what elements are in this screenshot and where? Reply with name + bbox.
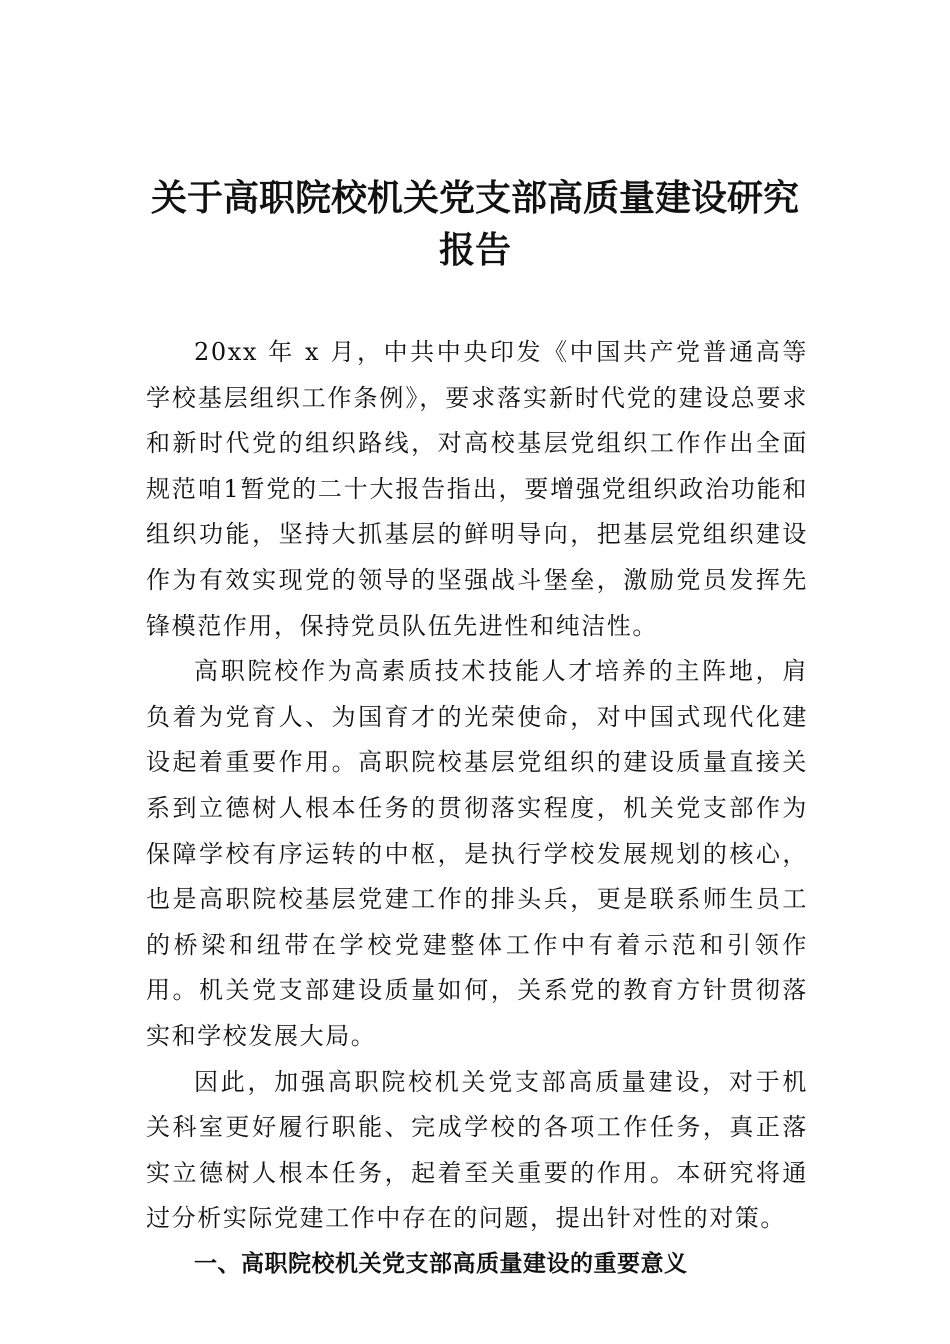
document-body	[146, 330, 808, 1287]
paragraph-3: 因此，加强高职院校机关党支部高质量建设，对于机关科室更好履行职能、完成学校的各项工作任务，真正落实立德树人根本任务，起着至关重要的作用。本研究将通过分析实际党建工作中存在的问题，提出针对性的对策。	[146, 1067, 808, 1233]
document-title	[140, 172, 810, 276]
title-line-1: 关于高职院校机关党支部高质量建设研究	[150, 177, 799, 219]
paragraph-1: 20xx 年 x 月，中共中央印发《中国共产党普通高等学校基层组织工作条例》，要求落实新时代党的建设总要求和新时代党的组织路线，对高校基层党组织工作作出全面规范咱1暂党的二十大报告指出，要增强党组织政治功能和组织功能，坚持大抓基层的鲜明导向，把基层党组织建设作为有效实现党的领导的坚强战斗堡垒，激励党员发挥先锋模范作用，保持党员队伍先进性和纯洁性。	[146, 338, 808, 640]
section-heading: 一、高职院校机关党支部高质量建设的重要意义	[194, 1250, 688, 1277]
paragraph-2: 高职院校作为高素质技术技能人才培养的主阵地，肩负着为党育人、为国育才的光荣使命，对中国式现代化建设起着重要作用。高职院校基层党组织的建设质量直接关系到立德树人根本任务的贯彻落实程度，机关党支部作为保障学校有序运转的中枢，是执行学校发展规划的核心，也是高职院校基层党建工作的排头兵，更是联系师生员工的桥梁和纽带在学校党建整体工作中有着示范和引领作用。机关党支部建设质量如何，关系党的教育方针贯彻落实和学校发展大局。	[146, 657, 808, 1050]
title-line-2: 报告	[438, 229, 511, 271]
